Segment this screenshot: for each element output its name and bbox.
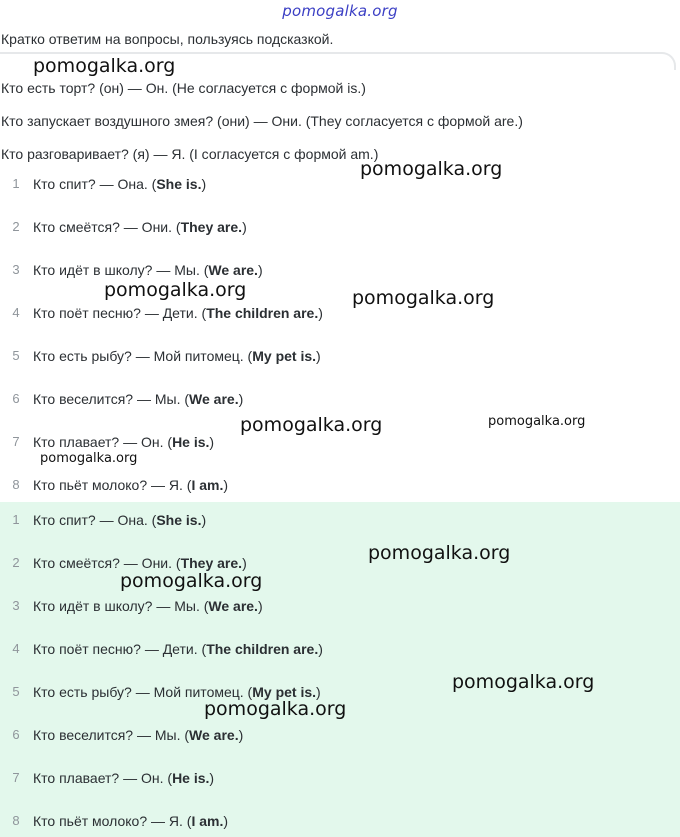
item-text: Кто плавает? — Он. (He is.) (33, 770, 215, 786)
watermark: pomogalka.org (120, 570, 263, 592)
item-text: Кто идёт в школу? — Мы. (We are.) (33, 598, 263, 614)
watermark: pomogalka.org (360, 158, 503, 180)
item-text: Кто смеётся? — Они. (They are.) (33, 219, 247, 235)
watermark: pomogalka.org (488, 414, 586, 429)
list-item (0, 219, 680, 239)
list-item (0, 727, 680, 747)
item-text: Кто веселится? — Мы. (We are.) (33, 727, 244, 743)
item-text: Кто поёт песню? — Дети. (The children are.) (33, 305, 323, 321)
item-text: Кто смеётся? — Они. (They are.) (33, 555, 247, 571)
item-text: Кто идёт в школу? — Мы. (We are.) (33, 262, 263, 278)
list-item (0, 555, 680, 575)
item-number: 2 (12, 219, 20, 234)
watermark: pomogalka.org (452, 671, 595, 693)
watermark: pomogalka.org (33, 55, 176, 77)
intro-text: Кратко ответим на вопросы, пользуясь подсказкой. (1, 31, 334, 47)
watermark: pomogalka.org (240, 414, 383, 436)
list-item (0, 512, 680, 532)
hint-line: Кто разговаривает? (я) — Я. (I согласуется с формой am.) (1, 146, 379, 162)
item-number: 3 (12, 598, 20, 613)
item-number: 8 (12, 813, 20, 828)
watermark: pomogalka.org (352, 287, 495, 309)
item-number: 8 (12, 477, 20, 492)
watermark: pomogalka.org (104, 279, 247, 301)
site-logo[interactable]: pomogalka.org (282, 2, 398, 20)
list-item (0, 641, 680, 661)
list-item (0, 176, 680, 196)
item-number: 2 (12, 555, 20, 570)
item-text: Кто спит? — Она. (She is.) (33, 512, 207, 528)
list-item (0, 391, 680, 411)
item-number: 1 (12, 512, 20, 527)
item-text: Кто спит? — Она. (She is.) (33, 176, 207, 192)
list-item (0, 348, 680, 368)
item-number: 5 (12, 684, 20, 699)
item-text: Кто плавает? — Он. (He is.) (33, 434, 215, 450)
watermark: pomogalka.org (204, 698, 347, 720)
item-number: 6 (12, 727, 20, 742)
item-number: 4 (12, 305, 20, 320)
item-number: 4 (12, 641, 20, 656)
item-text: Кто пьёт молоко? — Я. (I am.) (33, 813, 229, 829)
list-item (0, 770, 680, 790)
item-text: Кто есть рыбу? — Мой питомец. (My pet is.) (33, 348, 321, 364)
item-number: 7 (12, 434, 20, 449)
watermark: pomogalka.org (40, 451, 138, 466)
hint-line: Кто есть торт? (он) — Он. (Не согласуется с формой is.) (1, 80, 366, 96)
list-item (0, 262, 680, 282)
watermark: pomogalka.org (368, 542, 511, 564)
answers-list (0, 502, 680, 837)
hint-line: Кто запускает воздушного змея? (они) — Они. (They согласуется с формой are.) (1, 113, 523, 129)
list-item (0, 598, 680, 618)
item-number: 3 (12, 262, 20, 277)
list-item (0, 477, 680, 497)
questions-list (0, 166, 680, 500)
item-number: 5 (12, 348, 20, 363)
item-text: Кто пьёт молоко? — Я. (I am.) (33, 477, 229, 493)
list-item (0, 305, 680, 325)
item-number: 1 (12, 176, 20, 191)
item-number: 6 (12, 391, 20, 406)
item-text: Кто поёт песню? — Дети. (The children are.) (33, 641, 323, 657)
item-text: Кто веселится? — Мы. (We are.) (33, 391, 244, 407)
item-text: Кто есть рыбу? — Мой питомец. (My pet is.) (33, 684, 321, 700)
item-number: 7 (12, 770, 20, 785)
list-item (0, 813, 680, 833)
